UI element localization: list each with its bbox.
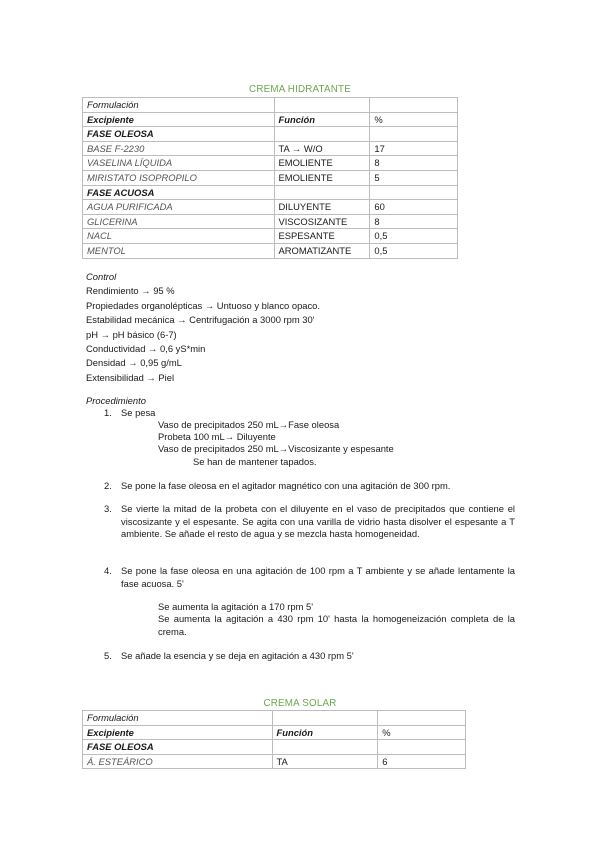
cell-function: TA <box>272 754 378 769</box>
control-section <box>86 270 526 385</box>
cell-function: EMOLIENTE <box>274 156 370 171</box>
cell-percent: 17 <box>370 141 458 156</box>
step-subline: Probeta 100 mL→ Diluyente <box>158 431 276 442</box>
cell-excipient: Á. ESTEÁRICO <box>83 754 273 769</box>
table-row <box>83 156 458 171</box>
step-number: 1. <box>104 407 112 418</box>
step-subline: Vaso de precipitados 250 mL→Viscosizante y espesante <box>158 443 394 454</box>
cell-excipient: NACL <box>83 229 275 244</box>
cell-excipient: FASE ACUOSA <box>83 185 275 200</box>
cell-function: ESPESANTE <box>274 229 370 244</box>
section-title-crema-solar: CREMA SOLAR <box>263 698 337 709</box>
step-number: 3. <box>104 503 112 514</box>
table-row <box>83 141 458 156</box>
cell-percent: 0,5 <box>370 243 458 258</box>
cell-excipient: VASELINA LÍQUIDA <box>83 156 275 171</box>
cell-function: AROMATIZANTE <box>274 243 370 258</box>
cell-excipient: MIRISTATO ISOPROPILO <box>83 170 275 185</box>
cell-percent <box>370 185 458 200</box>
cell-excipient: FASE OLEOSA <box>83 740 273 755</box>
formulation-table-hidratante <box>82 97 458 259</box>
cell-function <box>272 740 378 755</box>
step-text: Se vierte la mitad de la probeta con el diluyente en el vaso de precipitados que contiene el viscosizante y el espesante. Se agita con una varilla de vidrio hasta disolver el espesante a T ambiente. Se añade el resto de agua y se mezcla hasta homogeneidad. <box>121 503 515 540</box>
step-number: 4. <box>104 565 112 576</box>
cell-excipient: FASE OLEOSA <box>83 127 275 142</box>
table-row <box>83 200 458 215</box>
table-header-row <box>83 112 458 127</box>
procedure-heading: Procedimiento <box>86 395 146 406</box>
table-caption: Formulación <box>83 711 273 726</box>
table-group-row <box>83 740 466 755</box>
table-caption-row <box>83 711 466 726</box>
cell-excipient: BASE F-2230 <box>83 141 275 156</box>
cell-percent: 8 <box>370 156 458 171</box>
cell-percent: 60 <box>370 200 458 215</box>
header-percent: % <box>378 725 466 740</box>
header-percent: % <box>370 112 458 127</box>
table-row <box>83 214 458 229</box>
header-funcion: Función <box>274 112 370 127</box>
table-row <box>83 229 458 244</box>
cell-excipient: MENTOL <box>83 243 275 258</box>
cell-percent: 8 <box>370 214 458 229</box>
control-line: Rendimiento → 95 % <box>86 285 175 297</box>
header-funcion: Función <box>272 725 378 740</box>
step-subline: Vaso de precipitados 250 mL→Fase oleosa <box>158 419 340 430</box>
control-heading: Control <box>86 271 117 282</box>
step-text: Se pone la fase oleosa en el agitador magnético con una agitación de 300 rpm. <box>121 480 451 491</box>
control-line: Estabilidad mecánica → Centrifugación a 3000 rpm 30' <box>86 314 315 326</box>
step-subline: Se han de mantener tapados. <box>193 456 317 467</box>
step-text: Se añade la esencia y se deja en agitación a 430 rpm 5' <box>121 650 354 661</box>
step-subline: Se aumenta la agitación a 170 rpm 5' <box>158 601 314 612</box>
table-row <box>83 754 466 769</box>
cell-excipient: GLICERINA <box>83 214 275 229</box>
header-excipiente: Excipiente <box>83 112 275 127</box>
step-subline: Se aumenta la agitación a 430 rpm 10' hasta la homogeneización completa de la crema. <box>158 613 515 637</box>
control-line: Densidad → 0,95 g/mL <box>86 357 182 369</box>
table-caption-row <box>83 98 458 113</box>
cell-percent <box>370 127 458 142</box>
formulation-table-solar <box>82 710 466 769</box>
section-title-crema-hidratante: CREMA HIDRATANTE <box>249 84 351 95</box>
control-line: Conductividad → 0,6 yS*min <box>86 343 206 355</box>
cell-function <box>274 185 370 200</box>
table-group-row <box>83 127 458 142</box>
step-number: 2. <box>104 480 112 491</box>
table-group-row <box>83 185 458 200</box>
cell-excipient: AGUA PURIFICADA <box>83 200 275 215</box>
cell-percent: 5 <box>370 170 458 185</box>
cell-function: EMOLIENTE <box>274 170 370 185</box>
control-line: Propiedades organolépticas → Untuoso y blanco opaco. <box>86 299 321 311</box>
table-caption: Formulación <box>83 98 275 113</box>
cell-function: VISCOSIZANTE <box>274 214 370 229</box>
cell-function: DILUYENTE <box>274 200 370 215</box>
cell-function <box>274 127 370 142</box>
table-row <box>83 243 458 258</box>
control-line: Extensibilidad → Piel <box>86 371 175 383</box>
step-text: Se pesa <box>121 407 156 418</box>
cell-percent: 0,5 <box>370 229 458 244</box>
cell-percent: 6 <box>378 754 466 769</box>
cell-percent <box>378 740 466 755</box>
table-row <box>83 170 458 185</box>
step-text: Se pone la fase oleosa en una agitación de 100 rpm a T ambiente y se añade lentamente la fase acuosa. 5' <box>121 565 515 589</box>
control-line: pH → pH básico (6-7) <box>86 328 177 340</box>
step-number: 5. <box>104 650 112 661</box>
header-excipiente: Excipiente <box>83 725 273 740</box>
cell-function: TA → W/O <box>274 141 370 156</box>
table-header-row <box>83 725 466 740</box>
